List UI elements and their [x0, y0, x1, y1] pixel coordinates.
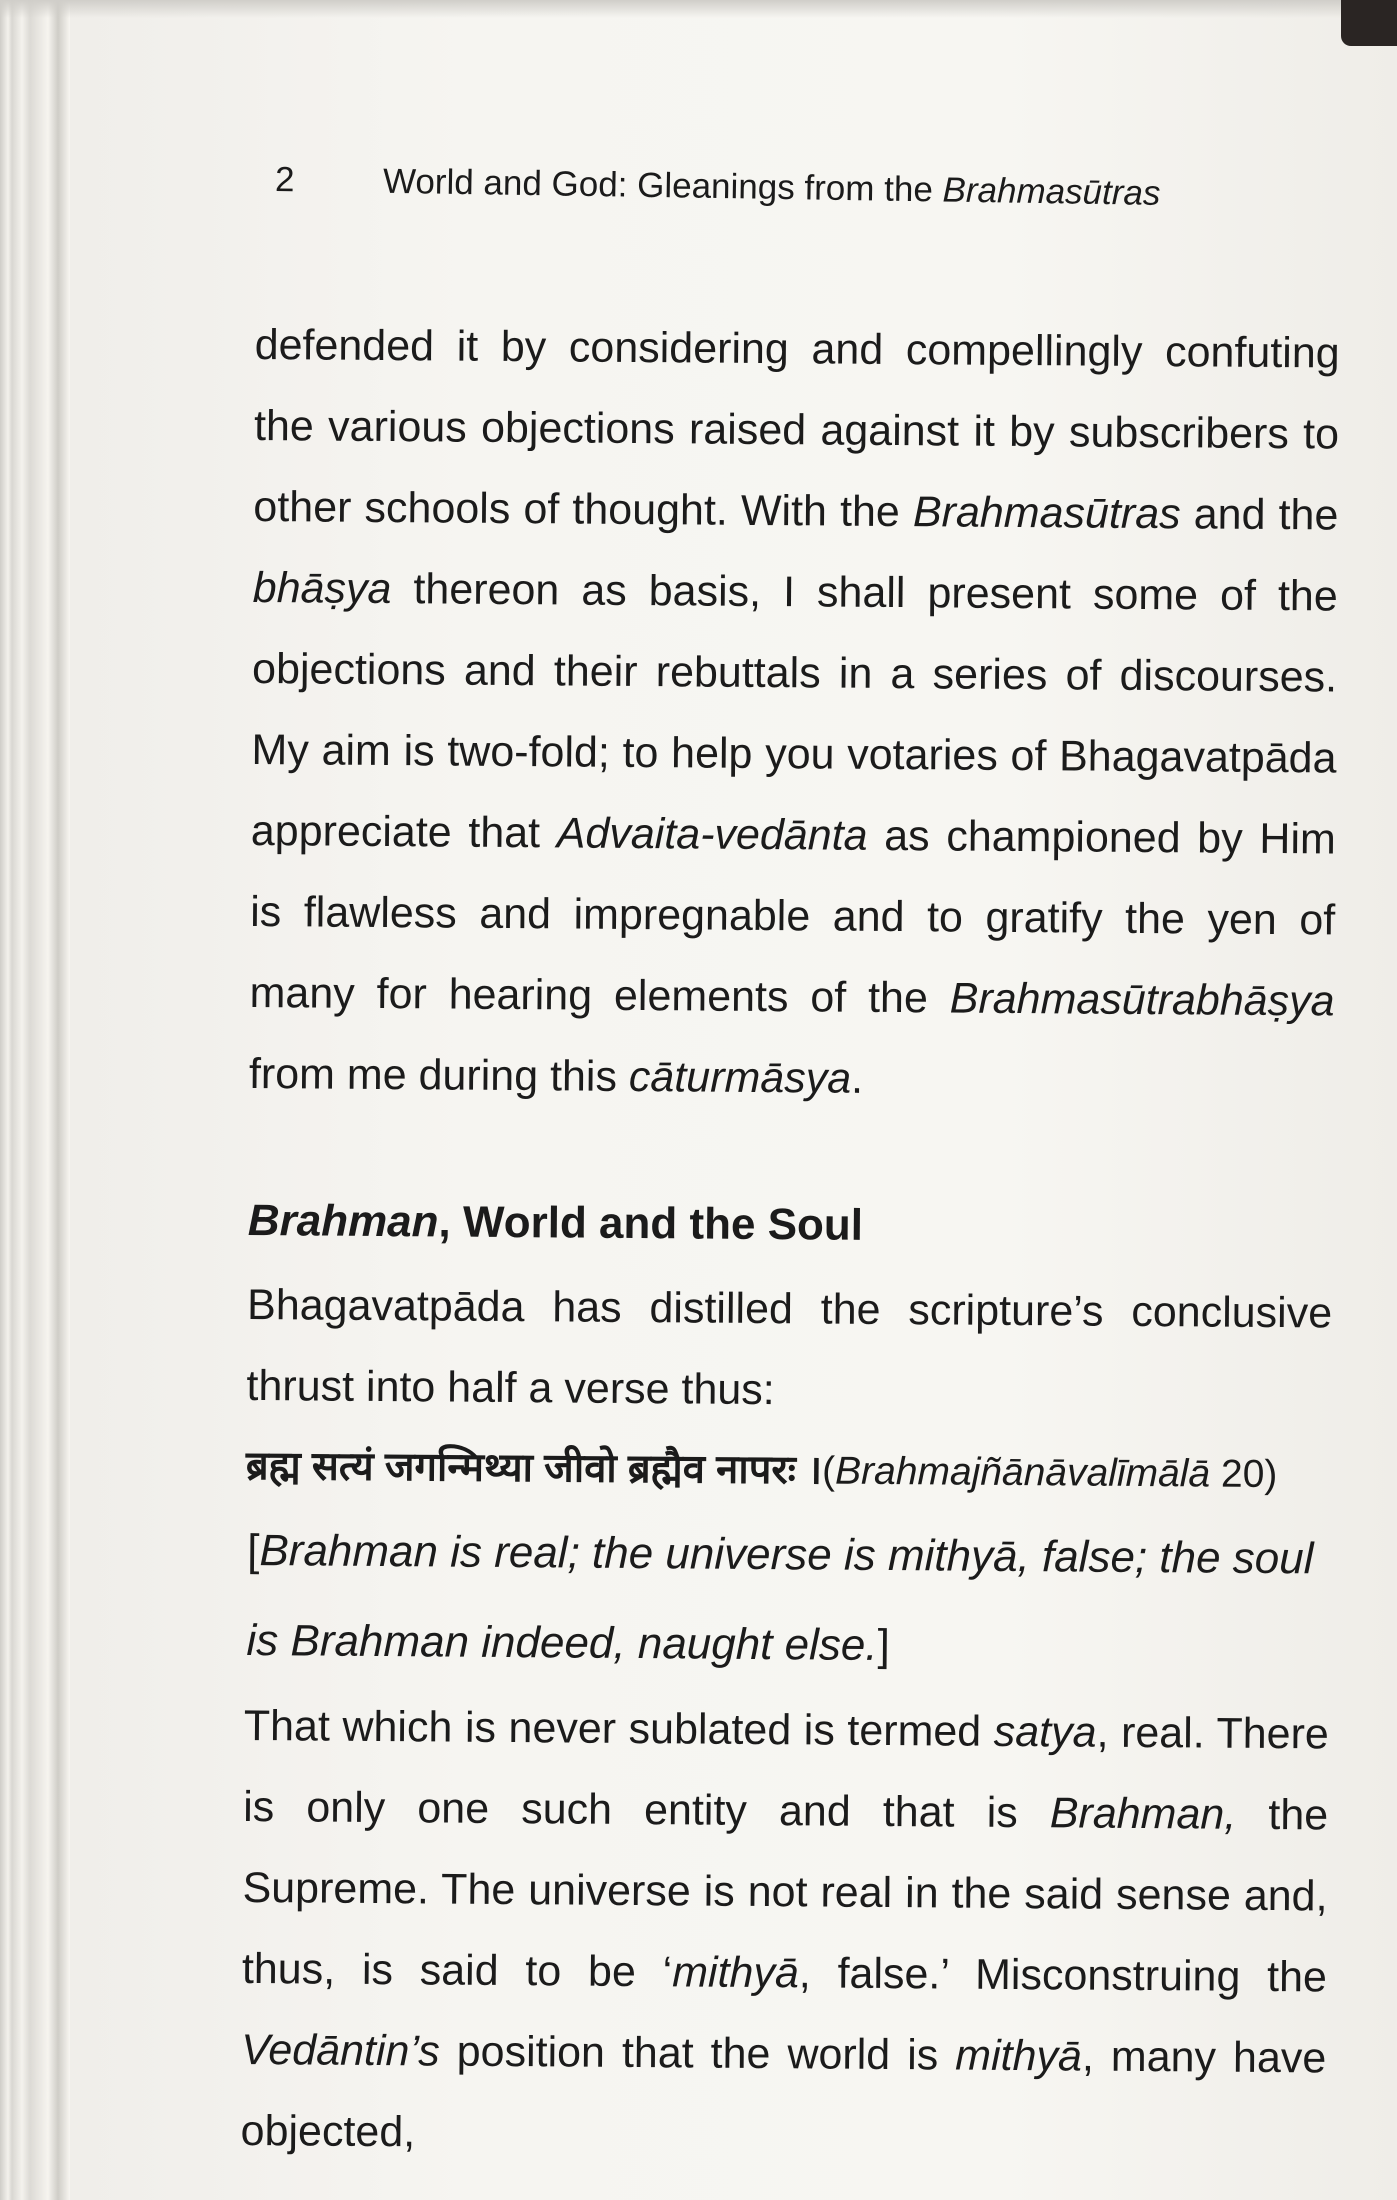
p2-italic-1: satya [993, 1707, 1097, 1757]
page-stack-edge [0, 0, 80, 2200]
p2-italic-3: mithyā [672, 1948, 800, 1998]
p2-text-5: position that the world is [439, 2027, 956, 2080]
p2-text-2: , real. There is only one such entity and that is [243, 1708, 1329, 1838]
intro-text-1: defended it by considering and compellingly confuting the various objections raised against it by subscribers to other schools of thought. With the [253, 320, 1340, 537]
intro-text-6: . [850, 1054, 864, 1103]
section-paragraph-1: Bhagavatpāda has distilled the scripture’s conclusive thrust into half a verse thus: [246, 1280, 1333, 1415]
intro-text-2: and the [1180, 490, 1339, 540]
intro-italic-5: cāturmāsya [628, 1052, 852, 1103]
translation-close-bracket: ] [877, 1620, 891, 1671]
intro-italic-3: Advaita-vedānta [556, 809, 868, 860]
p2-text-6: , many have objected, [240, 2032, 1327, 2157]
citation-open: ( [821, 1449, 836, 1493]
background-corner [1341, 0, 1397, 46]
section-paragraph-2 [240, 1686, 1329, 2181]
p2-text-1: That which is never sublated is termed [243, 1701, 994, 1756]
p2-text-4: , false.’ Misconstruing the [798, 1949, 1328, 2002]
sanskrit-verse [246, 1427, 1332, 1515]
section-heading-italic: Brahman [247, 1195, 439, 1247]
running-head-title-italic: Brahmasūtras [942, 170, 1161, 213]
intro-text-3: thereon as basis, I shall present some of the objections and their rebuttals in a series of discourses. My aim is two-fold; to help you votaries of Bhagavatpāda appreciate that [250, 565, 1338, 858]
translation-text: Brahman is real; the universe is mithyā, false; the soul is Brahman indeed, naught else. [246, 1526, 1314, 1670]
p2-text-3: the Supreme. The universe is not real in the said sense and, thus, is said to be ‘ [241, 1790, 1329, 1997]
citation-title: Brahmajñānāvalīmālā [834, 1449, 1211, 1496]
p2-italic-2: Brahman, [1049, 1789, 1237, 1839]
section-heading-rest: , World and the Soul [438, 1197, 864, 1250]
verse-citation [822, 1449, 1278, 1496]
verse-translation [244, 1506, 1330, 1695]
intro-text-4: as championed by Him is flawless and impregnable and to gratify the yen of many for hearing elements of the [249, 811, 1337, 1023]
running-head-title: World and God: Gleanings from the [382, 161, 943, 210]
intro-italic-4: Brahmasūtrabhāṣya [949, 974, 1335, 1026]
intro-text-5: from me during this [248, 1049, 630, 1101]
p2-italic-5: mithyā [955, 2031, 1083, 2081]
page-number: 2 [274, 160, 295, 200]
page-body [240, 305, 1340, 2180]
verse-sanskrit: ब्रह्म सत्यं जगन्मिथ्या जीवो ब्रह्मैव नापरः । [245, 1443, 823, 1493]
section-heading [248, 1185, 1334, 1266]
p2-italic-4: Vedāntin’s [241, 2025, 440, 2076]
citation-rest: 20) [1209, 1452, 1278, 1497]
translation-open-bracket: [ [247, 1525, 260, 1576]
page-top-shadow [0, 0, 1397, 18]
intro-italic-1: Brahmasūtras [912, 488, 1181, 539]
intro-italic-2: bhāṣya [252, 563, 392, 614]
intro-paragraph [249, 305, 1340, 1123]
